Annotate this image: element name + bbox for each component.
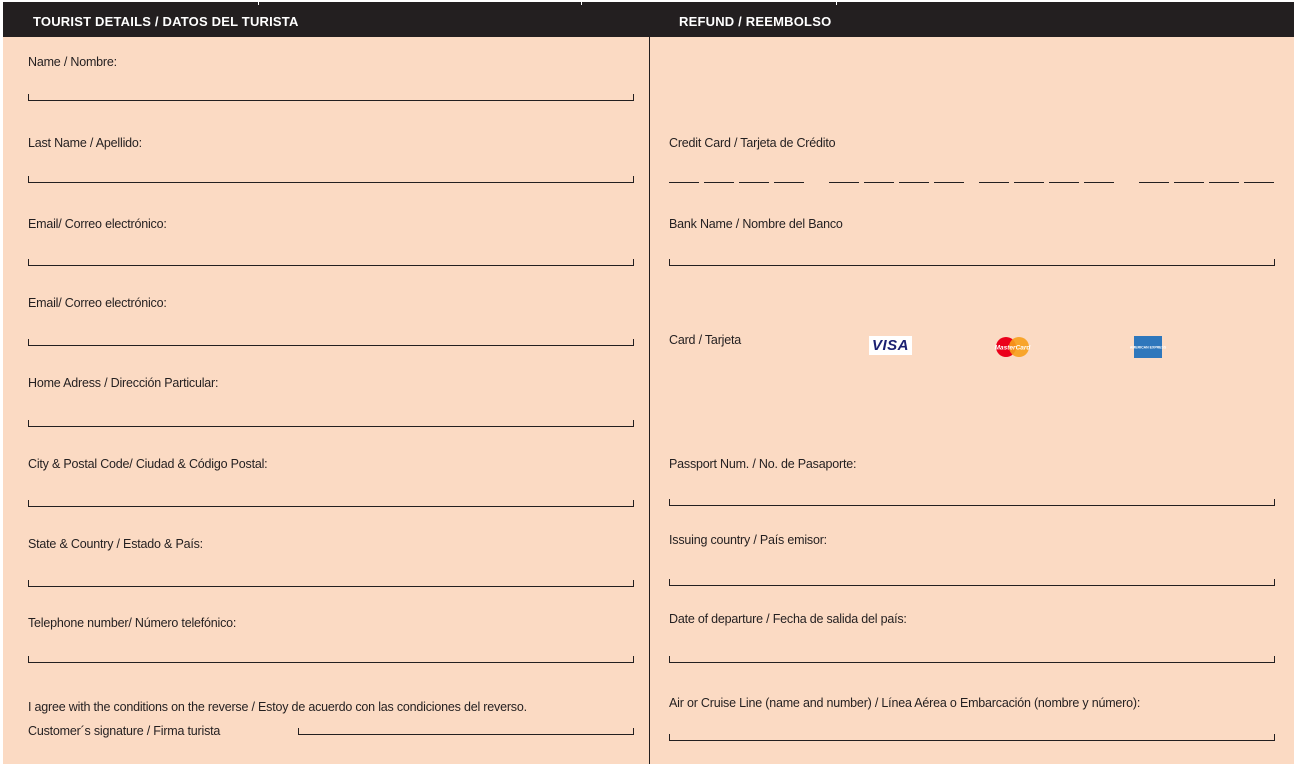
- card-digit-slot: [1174, 182, 1204, 183]
- card-digit-slot: [739, 182, 769, 183]
- home-address-label: Home Adress / Dirección Particular:: [28, 376, 219, 390]
- header-tick: [581, 2, 582, 5]
- mastercard-logo[interactable]: [992, 336, 1034, 358]
- telephone-field[interactable]: [28, 656, 634, 663]
- card-digit-slot: [774, 182, 804, 183]
- signature-field[interactable]: [298, 728, 634, 735]
- city-postal-label: City & Postal Code/ Ciudad & Código Postal:: [28, 457, 268, 471]
- amex-wordmark: AMERICAN EXPRESS: [1129, 345, 1167, 350]
- last-name-label: Last Name / Apellido:: [28, 136, 142, 150]
- home-address-field[interactable]: [28, 420, 634, 427]
- passport-label: Passport Num. / No. de Pasaporte:: [669, 457, 857, 471]
- card-digit-slot: [669, 182, 699, 183]
- american-express-logo[interactable]: [1129, 336, 1167, 358]
- header-tick: [258, 2, 259, 5]
- tourist-details-heading: TOURIST DETAILS / DATOS DEL TURISTA: [33, 14, 299, 29]
- agreement-text: I agree with the conditions on the reverse / Estoy de acuerdo con las condiciones del reverso.: [28, 700, 527, 714]
- card-digit-slot: [829, 182, 859, 183]
- carrier-field[interactable]: [669, 734, 1275, 741]
- mastercard-circles: [992, 336, 1034, 358]
- credit-card-label: Credit Card / Tarjeta de Crédito: [669, 136, 836, 150]
- email-field[interactable]: [28, 259, 634, 266]
- mastercard-wordmark: MasterCard: [994, 344, 1031, 352]
- card-digit-slot: [704, 182, 734, 183]
- bank-name-label: Bank Name / Nombre del Banco: [669, 217, 843, 231]
- carrier-label: Air or Cruise Line (name and number) / Línea Aérea o Embarcación (nombre y número):: [669, 696, 1141, 710]
- city-postal-field[interactable]: [28, 500, 634, 507]
- refund-heading: REFUND / REEMBOLSO: [679, 14, 832, 29]
- last-name-field[interactable]: [28, 176, 634, 183]
- departure-date-label: Date of departure / Fecha de salida del país:: [669, 612, 907, 626]
- signature-label: Customer´s signature / Firma turista: [28, 724, 221, 738]
- name-field[interactable]: [28, 94, 634, 101]
- bank-name-field[interactable]: [669, 259, 1275, 266]
- state-country-field[interactable]: [28, 580, 634, 587]
- card-digit-slot: [1139, 182, 1169, 183]
- state-country-label: State & Country / Estado & País:: [28, 537, 203, 551]
- departure-date-field[interactable]: [669, 656, 1275, 663]
- card-digit-slot: [1049, 182, 1079, 183]
- name-label: Name / Nombre:: [28, 55, 117, 69]
- telephone-label: Telephone number/ Número telefónico:: [28, 616, 237, 630]
- issuing-country-label: Issuing country / País emisor:: [669, 533, 827, 547]
- card-digit-slot: [1209, 182, 1239, 183]
- email-confirm-label: Email/ Correo electrónico:: [28, 296, 167, 310]
- visa-logo[interactable]: VISA: [869, 336, 912, 355]
- form-header: [3, 2, 1294, 37]
- email-confirm-field[interactable]: [28, 339, 634, 346]
- card-digit-slot: [864, 182, 894, 183]
- amex-box: [1129, 336, 1167, 358]
- passport-field[interactable]: [669, 499, 1275, 506]
- header-tick: [836, 2, 837, 5]
- card-digit-slot: [899, 182, 929, 183]
- card-digit-slot: [934, 182, 964, 183]
- column-divider: [649, 37, 650, 764]
- card-digit-slot: [1014, 182, 1044, 183]
- email-label: Email/ Correo electrónico:: [28, 217, 167, 231]
- issuing-country-field[interactable]: [669, 579, 1275, 586]
- card-digit-slot: [1084, 182, 1114, 183]
- tax-refund-form: [3, 2, 1294, 764]
- card-digit-slot: [979, 182, 1009, 183]
- card-type-label: Card / Tarjeta: [669, 333, 742, 347]
- card-digit-slot: [1244, 182, 1274, 183]
